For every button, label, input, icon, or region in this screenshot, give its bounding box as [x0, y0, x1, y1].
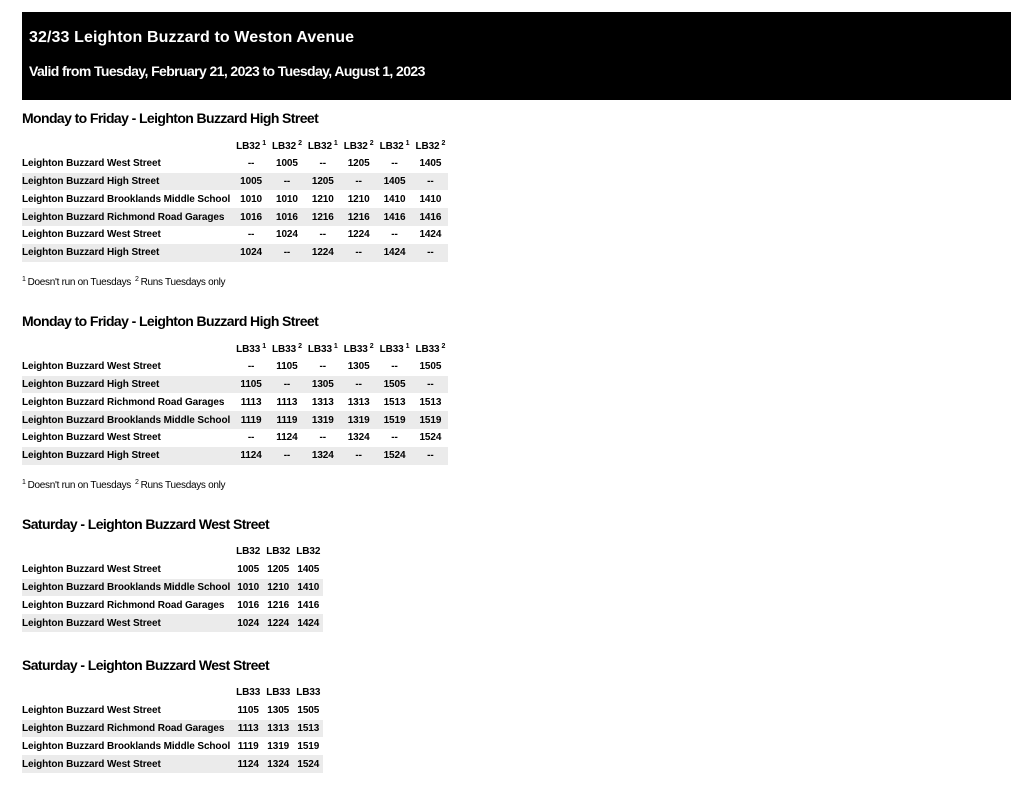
stop-name: Leighton Buzzard West Street	[22, 614, 233, 632]
departure-time: 1319	[341, 411, 377, 429]
footnote-marker: 2	[441, 139, 446, 147]
route-code: LB32	[236, 140, 261, 152]
route-code: LB32	[296, 546, 321, 558]
departure-time: --	[412, 173, 448, 191]
departure-time: 1210	[311, 193, 334, 205]
stop-name: Leighton Buzzard Brooklands Middle School	[22, 579, 233, 597]
route-code: LB33	[236, 687, 261, 699]
stop-name: Leighton Buzzard West Street	[22, 705, 161, 717]
table-row	[22, 737, 323, 755]
departure-time: 1410	[383, 193, 406, 205]
departure-time: --	[341, 244, 377, 262]
route-column-header	[269, 340, 305, 358]
departure-time: 1124	[233, 447, 269, 465]
departure-time: 1519	[297, 740, 320, 752]
departure-time: 1410	[419, 193, 442, 205]
departure-time: 1405	[377, 173, 413, 191]
table-row	[22, 614, 323, 632]
timetable-table	[22, 684, 323, 773]
departure-time: 1313	[311, 396, 334, 408]
footnote	[22, 479, 448, 491]
departure-time: 1216	[267, 599, 290, 611]
timetable-section-saturday-lb32	[22, 516, 323, 632]
table-row	[22, 190, 448, 208]
footnote-marker: 1	[22, 275, 26, 283]
route-column-header	[233, 684, 263, 702]
departure-time: 1416	[297, 599, 320, 611]
route-code: LB33	[307, 343, 332, 355]
departure-time: --	[247, 229, 255, 241]
stop-name: Leighton Buzzard Richmond Road Garages	[22, 599, 225, 611]
route-code: LB33	[415, 343, 440, 355]
departure-time: --	[319, 229, 327, 241]
departure-time: 1224	[263, 614, 293, 632]
section-title: Saturday - Leighton Buzzard West Street	[22, 657, 270, 673]
departure-time: --	[269, 376, 305, 394]
footnote-text: Runs Tuesdays only	[140, 276, 226, 288]
departure-time: 1424	[293, 614, 323, 632]
departure-time: 1416	[377, 208, 413, 226]
footnote-marker: 2	[135, 275, 139, 283]
departure-time: 1524	[419, 432, 442, 444]
departure-time: 1205	[267, 564, 290, 576]
departure-time: --	[269, 173, 305, 191]
table-row	[22, 447, 448, 465]
footnote-marker: 2	[135, 478, 139, 486]
departure-time: --	[391, 432, 398, 444]
route-column-header	[233, 137, 269, 155]
departure-time: --	[341, 173, 377, 191]
section-title: Saturday - Leighton Buzzard West Street	[22, 516, 270, 532]
table-row	[22, 429, 448, 447]
departure-time: 1324	[305, 447, 341, 465]
stop-column-header	[22, 340, 233, 358]
route-code: LB32	[272, 140, 297, 152]
timetable-section-weekday-lb33	[22, 313, 448, 491]
departure-time: 1524	[293, 755, 323, 773]
departure-time: --	[269, 244, 305, 262]
departure-time: 1119	[233, 411, 269, 429]
departure-time: 1505	[297, 705, 320, 717]
departure-time: 1113	[276, 396, 298, 408]
departure-time: 1024	[276, 229, 298, 241]
departure-time: 1119	[237, 740, 259, 752]
table-row	[22, 596, 323, 614]
footnote-marker: 2	[298, 342, 302, 350]
departure-time: 1410	[293, 579, 323, 597]
validity-period: Valid from Tuesday, February 21, 2023 to Tuesday, August 1, 2023	[29, 63, 425, 79]
footnote-marker: 1	[405, 139, 410, 147]
departure-time: --	[341, 376, 377, 394]
departure-time: 1010	[233, 579, 263, 597]
route-code: LB32	[343, 140, 368, 152]
departure-time: 1416	[412, 208, 448, 226]
footnote-text: Runs Tuesdays only	[140, 479, 226, 491]
departure-time: 1113	[233, 720, 263, 738]
departure-time: 1210	[263, 579, 293, 597]
stop-name: Leighton Buzzard West Street	[22, 229, 161, 241]
departure-time: --	[412, 244, 448, 262]
departure-time: 1305	[267, 705, 290, 717]
departure-time: --	[391, 361, 398, 373]
departure-time: --	[319, 432, 327, 444]
footnote-marker: 1	[405, 342, 410, 350]
table-row	[22, 561, 323, 579]
departure-time: --	[247, 158, 255, 170]
stop-name: Leighton Buzzard Richmond Road Garages	[22, 720, 233, 738]
route-code: LB33	[343, 343, 368, 355]
route-column-header	[305, 137, 341, 155]
departure-time: 1010	[240, 193, 262, 205]
departure-time: 1405	[419, 158, 442, 170]
departure-time: 1424	[377, 244, 413, 262]
departure-time: 1216	[341, 208, 377, 226]
stop-name: Leighton Buzzard West Street	[22, 361, 161, 373]
route-code: LB32	[307, 140, 332, 152]
stop-name: Leighton Buzzard Richmond Road Garages	[22, 396, 225, 408]
departure-time: 1216	[305, 208, 341, 226]
timetable-body	[22, 155, 448, 262]
route-column-header	[412, 137, 448, 155]
departure-time: 1105	[276, 361, 298, 373]
departure-time: 1505	[419, 361, 442, 373]
stop-column-header	[22, 137, 233, 155]
departure-time: 1424	[419, 229, 442, 241]
departure-time: 1519	[412, 411, 448, 429]
route-header-row	[22, 137, 448, 155]
timetable-body	[22, 358, 448, 465]
table-row	[22, 358, 448, 376]
stop-name: Leighton Buzzard Brooklands Middle School	[22, 411, 233, 429]
stop-name: Leighton Buzzard Brooklands Middle School	[22, 740, 231, 752]
stop-name: Leighton Buzzard High Street	[22, 376, 233, 394]
departure-time: 1313	[347, 396, 370, 408]
route-column-header	[377, 137, 413, 155]
departure-time: 1319	[305, 411, 341, 429]
route-code: LB33	[296, 687, 321, 699]
departure-time: 1210	[347, 193, 370, 205]
route-header-row	[22, 543, 323, 561]
footnote-marker: 2	[369, 139, 374, 147]
departure-time: 1513	[419, 396, 442, 408]
table-row	[22, 720, 323, 738]
route-column-header	[263, 543, 293, 561]
footnote-text: Doesn't run on Tuesdays	[27, 276, 132, 288]
departure-time: 1005	[233, 173, 269, 191]
stop-name: Leighton Buzzard West Street	[22, 755, 233, 773]
departure-time: --	[319, 158, 327, 170]
table-row	[22, 393, 448, 411]
timetable-table	[22, 340, 448, 465]
departure-time: 1513	[293, 720, 323, 738]
departure-time: 1405	[297, 564, 320, 576]
departure-time: 1024	[233, 614, 263, 632]
stop-column-header	[22, 543, 233, 561]
footnote-marker: 1	[333, 342, 338, 350]
departure-time: --	[269, 447, 305, 465]
departure-time: 1010	[276, 193, 298, 205]
departure-time: 1016	[269, 208, 305, 226]
timetable-header-row-group	[22, 543, 323, 561]
table-row	[22, 226, 448, 244]
departure-time: --	[391, 229, 398, 241]
route-code: LB32	[266, 546, 291, 558]
stop-column-header	[22, 684, 233, 702]
stop-name: Leighton Buzzard High Street	[22, 173, 233, 191]
departure-time: 1513	[383, 396, 406, 408]
departure-time: 1005	[276, 158, 298, 170]
departure-time: 1113	[240, 396, 262, 408]
departure-time: --	[247, 432, 255, 444]
departure-time: --	[391, 158, 398, 170]
departure-time: --	[319, 361, 327, 373]
route-column-header	[269, 137, 305, 155]
timetable-section-saturday-lb33	[22, 657, 323, 773]
stop-name: Leighton Buzzard High Street	[22, 447, 233, 465]
footnote-marker: 1	[22, 478, 26, 486]
departure-time: 1105	[233, 376, 269, 394]
stop-name: Leighton Buzzard Richmond Road Garages	[22, 208, 233, 226]
footnote-marker: 1	[262, 139, 266, 147]
table-row	[22, 244, 448, 262]
table-row	[22, 411, 448, 429]
departure-time: --	[412, 447, 448, 465]
departure-time: 1305	[305, 376, 341, 394]
route-code: LB32	[415, 140, 440, 152]
departure-time: 1016	[237, 599, 260, 611]
route-code: LB32	[236, 546, 261, 558]
stop-name: Leighton Buzzard Brooklands Middle School	[22, 193, 231, 205]
timetable-table	[22, 543, 323, 632]
timetable-header-row-group	[22, 137, 448, 155]
departure-time: 1519	[377, 411, 413, 429]
route-column-header	[341, 137, 377, 155]
departure-time: 1124	[276, 432, 298, 444]
table-row	[22, 208, 448, 226]
stop-name: Leighton Buzzard West Street	[22, 432, 161, 444]
departure-time: 1505	[377, 376, 413, 394]
footnote-marker: 2	[441, 342, 446, 350]
section-title: Monday to Friday - Leighton Buzzard High Street	[22, 313, 319, 329]
footnote	[22, 276, 448, 288]
stop-name: Leighton Buzzard West Street	[22, 158, 161, 170]
route-code: LB32	[379, 140, 404, 152]
departure-time: 1224	[305, 244, 341, 262]
departure-time: 1205	[305, 173, 341, 191]
departure-time: 1524	[377, 447, 413, 465]
route-header-row	[22, 340, 448, 358]
stop-name: Leighton Buzzard West Street	[22, 564, 161, 576]
route-code: LB33	[379, 343, 404, 355]
departure-time: 1324	[347, 432, 370, 444]
route-column-header	[233, 543, 263, 561]
departure-time: --	[247, 361, 255, 373]
departure-time: --	[341, 447, 377, 465]
stop-name: Leighton Buzzard High Street	[22, 244, 233, 262]
route-code: LB33	[272, 343, 297, 355]
route-column-header	[233, 340, 269, 358]
timetable-header-row-group	[22, 340, 448, 358]
section-title: Monday to Friday - Leighton Buzzard High Street	[22, 110, 319, 126]
departure-time: 1119	[269, 411, 305, 429]
table-row	[22, 376, 448, 394]
footnote-marker: 2	[298, 139, 302, 147]
table-row	[22, 173, 448, 191]
route-column-header	[412, 340, 448, 358]
table-row	[22, 579, 323, 597]
table-row	[22, 155, 448, 173]
footnote-marker: 1	[333, 139, 338, 147]
footnote-marker: 2	[369, 342, 374, 350]
timetable-header	[22, 12, 1011, 100]
departure-time: 1305	[347, 361, 370, 373]
timetable-section-weekday-lb32	[22, 110, 448, 288]
route-column-header	[305, 340, 341, 358]
route-code: LB33	[236, 343, 261, 355]
departure-time: 1224	[347, 229, 370, 241]
departure-time: 1005	[237, 564, 260, 576]
table-row	[22, 702, 323, 720]
departure-time: 1024	[233, 244, 269, 262]
timetable-body	[22, 702, 323, 773]
departure-time: 1313	[263, 720, 293, 738]
route-column-header	[377, 340, 413, 358]
timetable-header-row-group	[22, 684, 323, 702]
departure-time: 1324	[263, 755, 293, 773]
timetable-table	[22, 137, 448, 262]
route-header-row	[22, 684, 323, 702]
route-column-header	[293, 543, 323, 561]
timetable-title: 32/33 Leighton Buzzard to Weston Avenue	[29, 29, 355, 46]
departure-time: 1319	[267, 740, 290, 752]
departure-time: 1124	[233, 755, 263, 773]
route-code: LB33	[266, 687, 291, 699]
footnote-text: Doesn't run on Tuesdays	[27, 479, 132, 491]
route-column-header	[263, 684, 293, 702]
departure-time: 1205	[347, 158, 370, 170]
timetable-body	[22, 561, 323, 632]
footnote-marker: 1	[262, 342, 266, 350]
departure-time: --	[412, 376, 448, 394]
table-row	[22, 755, 323, 773]
route-column-header	[293, 684, 323, 702]
departure-time: 1105	[237, 705, 259, 717]
route-column-header	[341, 340, 377, 358]
departure-time: 1016	[233, 208, 269, 226]
